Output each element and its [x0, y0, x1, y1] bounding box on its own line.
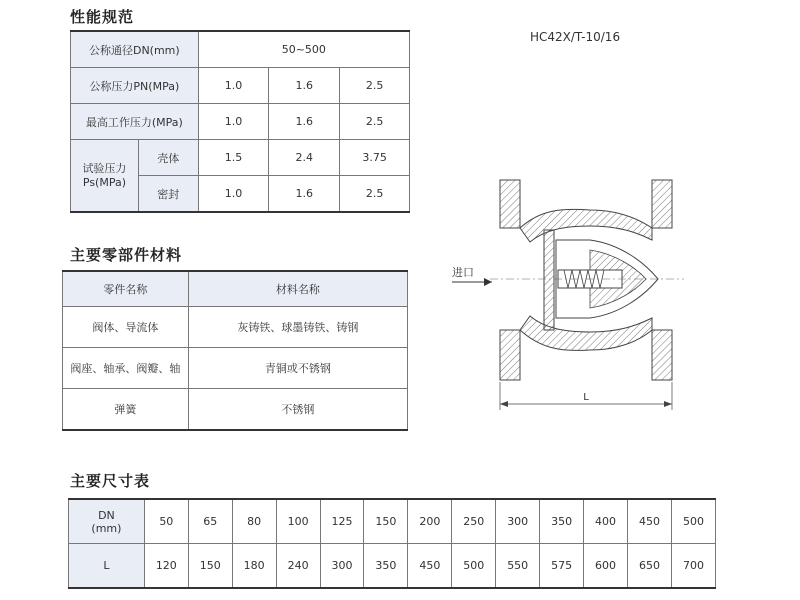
- l-value-cell: 600: [584, 544, 628, 589]
- right-flange: [652, 180, 672, 380]
- dn-value-cell: 80: [232, 499, 276, 544]
- valve-body-top: [520, 209, 652, 242]
- table-row: [63, 271, 408, 307]
- dn-label: 公称通径DN(mm): [71, 31, 199, 68]
- dn-value-cell: 350: [540, 499, 584, 544]
- l-value-cell: 120: [144, 544, 188, 589]
- l-value-cell: 150: [188, 544, 232, 589]
- valve-body-bottom: [520, 316, 652, 350]
- valve-seat: [544, 230, 554, 330]
- table-row: [63, 307, 408, 348]
- material-cell: 青铜或不锈钢: [188, 348, 407, 389]
- inlet-label: 进口: [452, 266, 474, 279]
- col-part-header: 零件名称: [63, 271, 189, 307]
- left-flange: [500, 180, 520, 380]
- l-value-cell: 575: [540, 544, 584, 589]
- l-value-cell: 240: [276, 544, 320, 589]
- dn-value-cell: 500: [671, 499, 715, 544]
- table-cell: 2.5: [340, 176, 410, 213]
- dimensions-table: [68, 498, 716, 589]
- dn-value-cell: 250: [452, 499, 496, 544]
- table-cell: 1.0: [198, 176, 269, 213]
- dn-value-cell: 65: [188, 499, 232, 544]
- table-cell: 1.6: [269, 176, 340, 213]
- shell-label: 壳体: [138, 140, 198, 176]
- l-value-cell: 550: [496, 544, 540, 589]
- materials-title: 主要零部件材料: [70, 246, 183, 264]
- part-cell: 阀体、导流体: [63, 307, 189, 348]
- dn-value: 50~500: [198, 31, 409, 68]
- table-row: [69, 544, 716, 589]
- dn-value-cell: 50: [144, 499, 188, 544]
- performance-title: 性能规范: [70, 8, 135, 26]
- dn-value-cell: 150: [364, 499, 408, 544]
- material-cell: 灰铸铁、球墨铸铁、铸钢: [188, 307, 407, 348]
- dimensions-title: 主要尺寸表: [70, 472, 151, 490]
- table-cell: 1.0: [198, 68, 269, 104]
- performance-table: [70, 30, 410, 213]
- dn-header: DN (mm): [69, 499, 145, 544]
- model-label: HC42X/T-10/16: [530, 30, 621, 44]
- length-label: L: [583, 392, 589, 403]
- table-cell: 2.4: [269, 140, 340, 176]
- material-cell: 不锈钢: [188, 389, 407, 431]
- col-material-header: 材料名称: [188, 271, 407, 307]
- table-row: [71, 31, 410, 68]
- l-value-cell: 450: [408, 544, 452, 589]
- table-cell: 1.5: [198, 140, 269, 176]
- l-header: L: [69, 544, 145, 589]
- table-cell: 3.75: [340, 140, 410, 176]
- l-value-cell: 700: [671, 544, 715, 589]
- dn-value-cell: 450: [628, 499, 672, 544]
- table-row: [71, 68, 410, 104]
- table-cell: 1.6: [269, 68, 340, 104]
- materials-table: [62, 270, 408, 431]
- dn-value-cell: 125: [320, 499, 364, 544]
- table-cell: 1.0: [198, 104, 269, 140]
- l-value-cell: 300: [320, 544, 364, 589]
- table-row: [69, 499, 716, 544]
- pn-label: 公称压力PN(MPa): [71, 68, 199, 104]
- table-cell: 2.5: [340, 68, 410, 104]
- dn-value-cell: 300: [496, 499, 540, 544]
- table-row: [71, 140, 410, 176]
- table-row: [63, 389, 408, 431]
- table-row: [71, 104, 410, 140]
- l-value-cell: 500: [452, 544, 496, 589]
- l-value-cell: 350: [364, 544, 408, 589]
- dn-value-cell: 400: [584, 499, 628, 544]
- table-row: [63, 348, 408, 389]
- seal-label: 密封: [138, 176, 198, 213]
- part-cell: 弹簧: [63, 389, 189, 431]
- table-cell: 1.6: [269, 104, 340, 140]
- dn-value-cell: 100: [276, 499, 320, 544]
- l-value-cell: 180: [232, 544, 276, 589]
- part-cell: 阀座、轴承、阀瓣、轴: [63, 348, 189, 389]
- valve-drawing: [440, 170, 710, 420]
- dn-value-cell: 200: [408, 499, 452, 544]
- l-value-cell: 650: [628, 544, 672, 589]
- max-pressure-label: 最高工作压力(MPa): [71, 104, 199, 140]
- table-cell: 2.5: [340, 104, 410, 140]
- test-pressure-label: 试验压力 Ps(MPa): [71, 140, 139, 213]
